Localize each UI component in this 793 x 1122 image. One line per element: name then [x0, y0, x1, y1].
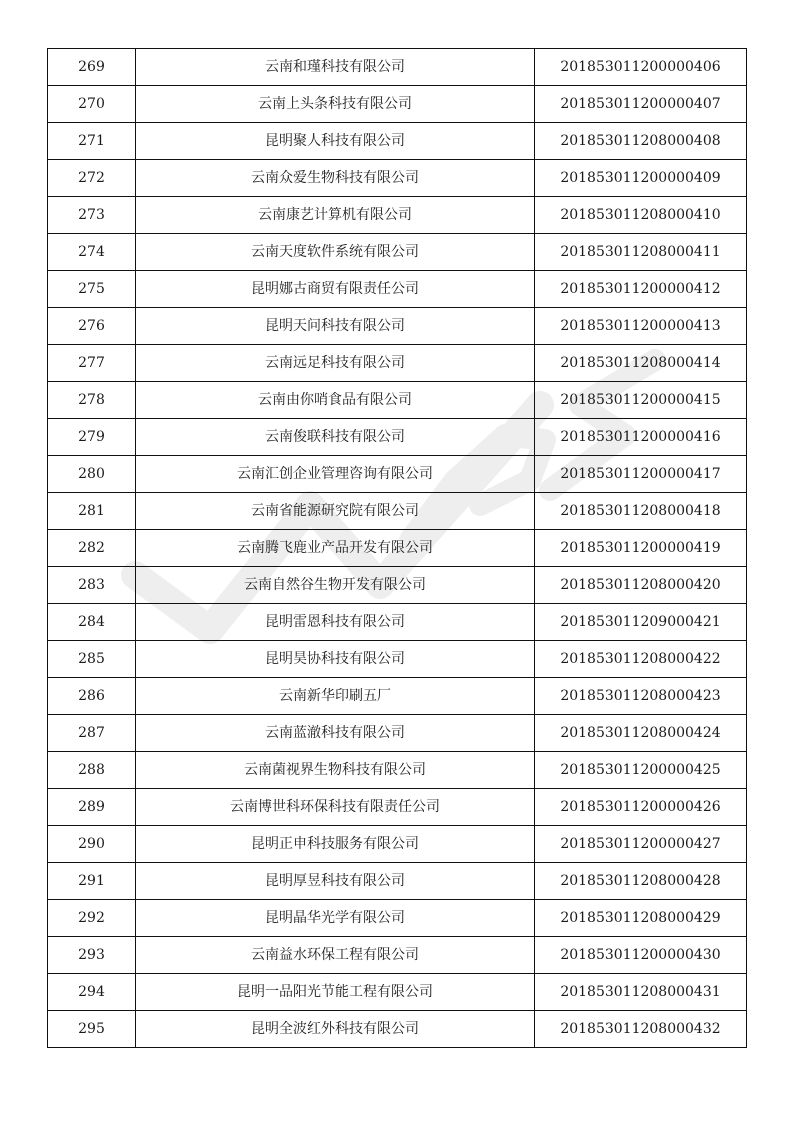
company-name-cell: 昆明天问科技有限公司 [136, 308, 535, 345]
company-name-cell: 云南远足科技有限公司 [136, 345, 535, 382]
registration-code-cell: 201853011200000409 [535, 160, 747, 197]
table-row [48, 197, 747, 234]
company-name-cell: 云南省能源研究院有限公司 [136, 493, 535, 530]
company-name-cell: 昆明雷恩科技有限公司 [136, 604, 535, 641]
table-row [48, 493, 747, 530]
row-index-cell: 288 [48, 752, 136, 789]
table-row [48, 826, 747, 863]
row-index-cell: 295 [48, 1011, 136, 1048]
company-registry-table [47, 48, 747, 1048]
registration-code-cell: 201853011200000425 [535, 752, 747, 789]
registration-code-cell: 201853011200000430 [535, 937, 747, 974]
row-index-cell: 284 [48, 604, 136, 641]
row-index-cell: 272 [48, 160, 136, 197]
row-index-cell: 281 [48, 493, 136, 530]
table-row [48, 1011, 747, 1048]
row-index-cell: 287 [48, 715, 136, 752]
row-index-cell: 292 [48, 900, 136, 937]
registration-code-cell: 201853011200000417 [535, 456, 747, 493]
registration-code-cell: 201853011200000419 [535, 530, 747, 567]
company-name-cell: 昆明一品阳光节能工程有限公司 [136, 974, 535, 1011]
registration-code-cell: 201853011208000431 [535, 974, 747, 1011]
company-name-cell: 昆明晶华光学有限公司 [136, 900, 535, 937]
company-name-cell: 云南新华印刷五厂 [136, 678, 535, 715]
registration-code-cell: 201853011200000406 [535, 49, 747, 86]
company-name-cell: 昆明聚人科技有限公司 [136, 123, 535, 160]
registration-code-cell: 201853011200000416 [535, 419, 747, 456]
table-row [48, 456, 747, 493]
table-row [48, 234, 747, 271]
registration-code-cell: 201853011200000426 [535, 789, 747, 826]
table-row [48, 86, 747, 123]
registration-code-cell: 201853011208000429 [535, 900, 747, 937]
registration-code-cell: 201853011208000424 [535, 715, 747, 752]
company-name-cell: 昆明昊协科技有限公司 [136, 641, 535, 678]
row-index-cell: 293 [48, 937, 136, 974]
registration-code-cell: 201853011200000412 [535, 271, 747, 308]
table-row [48, 715, 747, 752]
registration-code-cell: 201853011200000415 [535, 382, 747, 419]
table-row [48, 641, 747, 678]
row-index-cell: 275 [48, 271, 136, 308]
company-name-cell: 云南蓝澈科技有限公司 [136, 715, 535, 752]
table-row [48, 345, 747, 382]
row-index-cell: 285 [48, 641, 136, 678]
company-name-cell: 云南益水环保工程有限公司 [136, 937, 535, 974]
company-name-cell: 云南腾飞鹿业产品开发有限公司 [136, 530, 535, 567]
table-row [48, 308, 747, 345]
registration-code-cell: 201853011208000411 [535, 234, 747, 271]
row-index-cell: 277 [48, 345, 136, 382]
registration-code-cell: 201853011208000432 [535, 1011, 747, 1048]
row-index-cell: 280 [48, 456, 136, 493]
registration-code-cell: 201853011208000420 [535, 567, 747, 604]
table-row [48, 49, 747, 86]
table-row [48, 974, 747, 1011]
registration-code-cell: 201853011208000422 [535, 641, 747, 678]
company-name-cell: 云南众爱生物科技有限公司 [136, 160, 535, 197]
company-name-cell: 昆明正申科技服务有限公司 [136, 826, 535, 863]
row-index-cell: 286 [48, 678, 136, 715]
company-name-cell: 云南博世科环保科技有限责任公司 [136, 789, 535, 826]
company-name-cell: 云南自然谷生物开发有限公司 [136, 567, 535, 604]
table-row [48, 789, 747, 826]
row-index-cell: 283 [48, 567, 136, 604]
registration-code-cell: 201853011208000423 [535, 678, 747, 715]
table-row [48, 419, 747, 456]
row-index-cell: 270 [48, 86, 136, 123]
company-name-cell: 昆明全波红外科技有限公司 [136, 1011, 535, 1048]
registration-code-cell: 201853011208000418 [535, 493, 747, 530]
registration-code-cell: 201853011200000427 [535, 826, 747, 863]
company-name-cell: 云南康艺计算机有限公司 [136, 197, 535, 234]
registration-code-cell: 201853011208000414 [535, 345, 747, 382]
registration-code-cell: 201853011209000421 [535, 604, 747, 641]
table-row [48, 863, 747, 900]
company-name-cell: 云南俊联科技有限公司 [136, 419, 535, 456]
row-index-cell: 291 [48, 863, 136, 900]
row-index-cell: 294 [48, 974, 136, 1011]
row-index-cell: 271 [48, 123, 136, 160]
company-name-cell: 昆明娜古商贸有限责任公司 [136, 271, 535, 308]
company-name-cell: 云南由你哨食品有限公司 [136, 382, 535, 419]
row-index-cell: 289 [48, 789, 136, 826]
table-row [48, 937, 747, 974]
company-name-cell: 云南菌视界生物科技有限公司 [136, 752, 535, 789]
registration-code-cell: 201853011208000428 [535, 863, 747, 900]
company-name-cell: 云南和瑾科技有限公司 [136, 49, 535, 86]
table-row [48, 900, 747, 937]
table-row [48, 752, 747, 789]
table-row [48, 678, 747, 715]
registry-table-body [48, 49, 747, 1048]
company-name-cell: 云南天度软件系统有限公司 [136, 234, 535, 271]
table-row [48, 160, 747, 197]
row-index-cell: 290 [48, 826, 136, 863]
table-row [48, 604, 747, 641]
registration-code-cell: 201853011208000408 [535, 123, 747, 160]
row-index-cell: 273 [48, 197, 136, 234]
table-row [48, 382, 747, 419]
row-index-cell: 276 [48, 308, 136, 345]
company-name-cell: 昆明厚昱科技有限公司 [136, 863, 535, 900]
table-row [48, 271, 747, 308]
row-index-cell: 279 [48, 419, 136, 456]
table-row [48, 567, 747, 604]
row-index-cell: 278 [48, 382, 136, 419]
registration-code-cell: 201853011200000413 [535, 308, 747, 345]
row-index-cell: 282 [48, 530, 136, 567]
row-index-cell: 269 [48, 49, 136, 86]
table-row [48, 123, 747, 160]
row-index-cell: 274 [48, 234, 136, 271]
registration-code-cell: 201853011200000407 [535, 86, 747, 123]
table-row [48, 530, 747, 567]
registration-code-cell: 201853011208000410 [535, 197, 747, 234]
company-name-cell: 云南汇创企业管理咨询有限公司 [136, 456, 535, 493]
company-name-cell: 云南上头条科技有限公司 [136, 86, 535, 123]
